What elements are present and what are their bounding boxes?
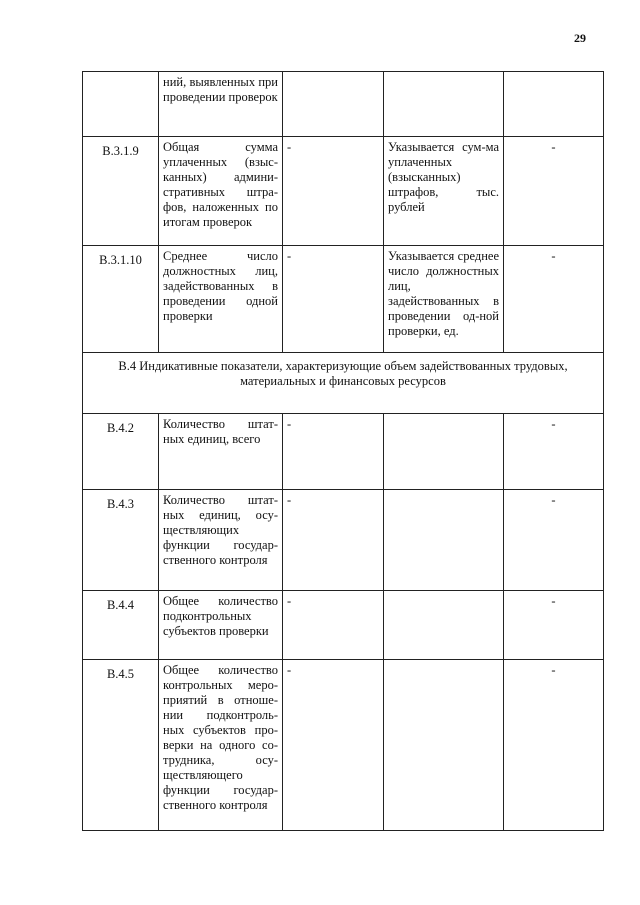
indicator-value: - (283, 591, 384, 660)
table-row (83, 490, 604, 591)
indicator-code: В.3.1.9 (83, 137, 159, 246)
section-heading-row (83, 353, 604, 414)
indicator-description (384, 660, 504, 831)
indicator-description (384, 490, 504, 591)
indicator-name: Количество штат-ных единиц, осу-ществляющих функции государ-ственного контроля (159, 490, 283, 591)
indicator-name: Среднее число должностных лиц, задействованных в проведении одной проверки (159, 246, 283, 353)
indicator-name: Общее количество контрольных меро-приятий в отноше-нии подконтроль-ных субъектов про-верки на одного со-трудника, осу-ществляющего функции государ-ственного контроля (159, 660, 283, 831)
indicator-note: - (504, 246, 604, 353)
table-row (83, 246, 604, 353)
indicator-value (283, 72, 384, 137)
indicator-name: ний, выявленных при проведении проверок (159, 72, 283, 137)
indicator-note: - (504, 137, 604, 246)
page-number: 29 (574, 31, 586, 45)
indicator-value: - (283, 137, 384, 246)
section-heading: В.4 Индикативные показатели, характеризующие объем задействованных трудовых, материальных и финансовых ресурсов (83, 353, 604, 414)
indicator-value: - (283, 660, 384, 831)
table-row (83, 414, 604, 490)
indicator-value: - (283, 414, 384, 490)
indicator-note: - (504, 660, 604, 831)
indicator-value: - (283, 246, 384, 353)
indicator-code: В.4.3 (83, 490, 159, 591)
indicators-table (82, 71, 604, 831)
indicator-description: Указывается сум-ма уплаченных (взысканных) штрафов, тыс. рублей (384, 137, 504, 246)
indicator-description (384, 72, 504, 137)
indicator-note: - (504, 591, 604, 660)
indicator-code: В.4.5 (83, 660, 159, 831)
indicator-note: - (504, 490, 604, 591)
indicator-description (384, 591, 504, 660)
indicator-description: Указывается среднее число должностных лиц, задействованных в проведении од-ной проверки, ед. (384, 246, 504, 353)
indicator-description (384, 414, 504, 490)
indicator-note: - (504, 414, 604, 490)
table-row (83, 591, 604, 660)
indicator-code: В.4.2 (83, 414, 159, 490)
indicator-name: Общее количество подконтрольных субъектов проверки (159, 591, 283, 660)
indicator-code: В.4.4 (83, 591, 159, 660)
indicator-code (83, 72, 159, 137)
indicator-code: В.3.1.10 (83, 246, 159, 353)
table-row (83, 72, 604, 137)
indicator-value: - (283, 490, 384, 591)
indicator-name: Общая сумма уплаченных (взыс-канных) админи-стративных штра-фов, наложенных по итогам проверок (159, 137, 283, 246)
table-row (83, 660, 604, 831)
indicator-note (504, 72, 604, 137)
table-row (83, 137, 604, 246)
indicator-name: Количество штат-ных единиц, всего (159, 414, 283, 490)
